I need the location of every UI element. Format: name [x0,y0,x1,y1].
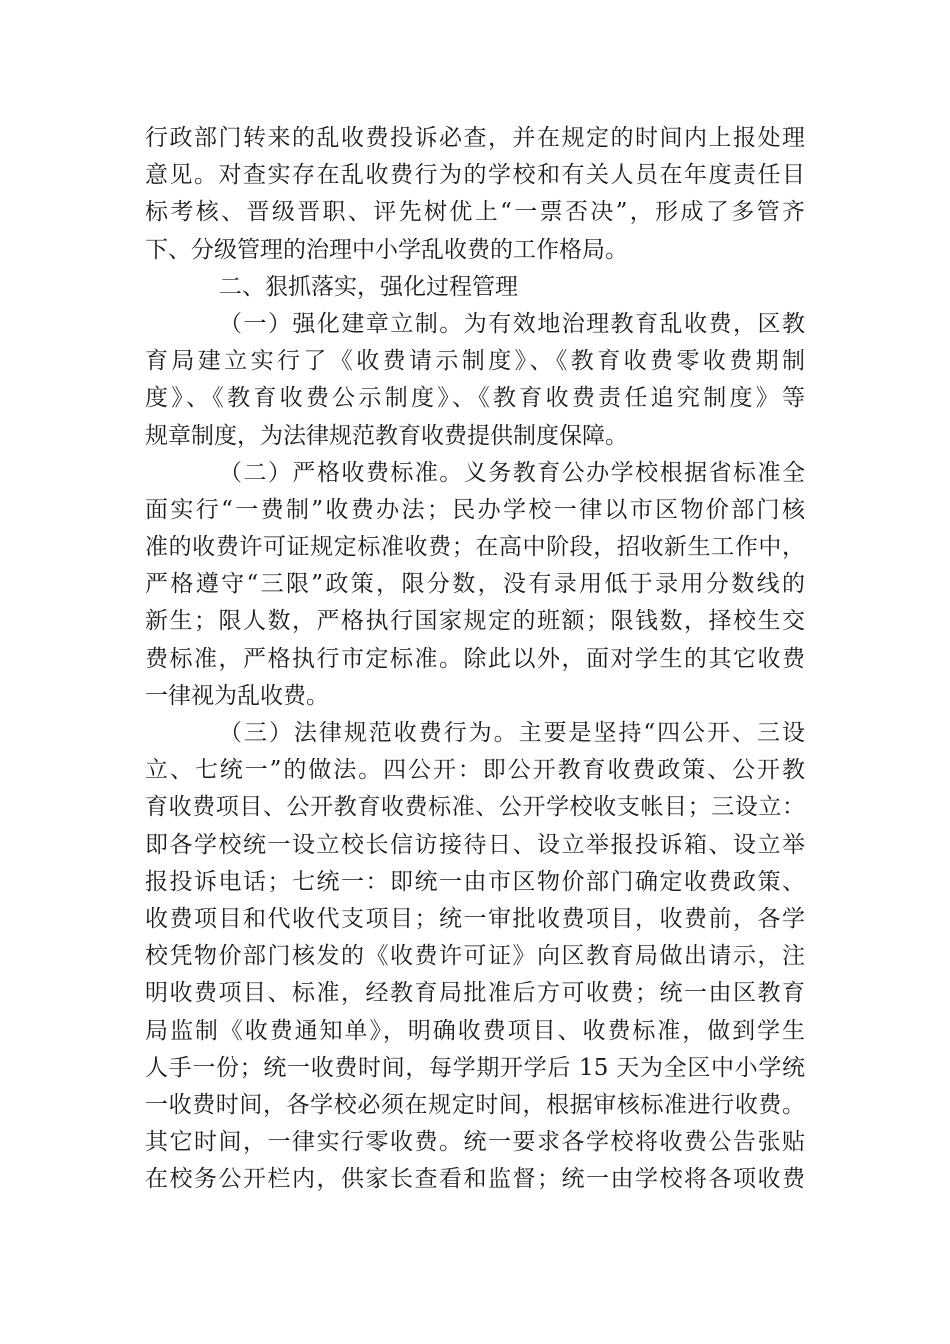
text-line-16: 一律视为乱收费。 [145,682,329,709]
text-line-28: 其它时间，一律实行零收费。统一要求各学校将收费公告张贴 [145,1129,805,1156]
text-line-10: （二）严格收费标准。义务教育公办学校根据省标准全 [219,459,805,486]
text-line-27: 一收费时间，各学校必须在规定时间，根据审核标准进行收费。 [145,1091,805,1118]
text-line-14: 新生；限人数，严格执行国家规定的班额；限钱数，择校生交 [145,608,805,635]
text-line-22: 收费项目和代收代支项目；统一审批收费项目，收费前，各学 [145,905,805,932]
text-line-11: 面实行“一费制”收费办法；民办学校一律以市区物价部门核 [145,496,805,523]
text-line-19: 育收费项目、公开教育收费标准、公开学校收支帐目；三设立： [145,794,805,821]
text-line-15: 费标准，严格执行市定标准。除此以外，面对学生的其它收费 [145,645,805,672]
text-line-3: 标考核、晋级晋职、评先树优上“一票否决”，形成了多管齐 [145,199,805,226]
text-line-8: 度》、《教育收费公示制度》、《教育收费责任追究制度》等 [145,385,805,412]
body-text [145,120,805,1198]
text-line-29: 在校务公开栏内，供家长查看和监督；统一由学校将各项收费 [145,1166,805,1193]
text-line-9: 规章制度，为法律规范教育收费提供制度保障。 [145,422,628,449]
text-line-17: （三）法律规范收费行为。主要是坚持“四公开、三设 [219,720,805,746]
section-heading-2: 二、狠抓落实，强化过程管理 [219,273,518,300]
text-line-18: 立、七统一”的做法。四公开：即公开教育收费政策、公开教 [145,757,805,784]
text-line-23: 校凭物价部门核发的《收费许可证》向区教育局做出请示，注 [145,943,805,970]
text-line-2: 意见。对查实存在乱收费行为的学校和有关人员在年度责任目 [145,162,805,189]
text-line-25: 局监制《收费通知单》，明确收费项目、收费标准，做到学生 [145,1017,805,1044]
text-line-1: 行政部门转来的乱收费投诉必查，并在规定的时间内上报处理 [145,125,805,151]
text-line-4: 下、分级管理的治理中小学乱收费的工作格局。 [145,236,628,263]
text-line-13: 严格遵守“三限”政策，限分数，没有录用低于录用分数线的 [145,571,805,598]
text-line-20: 即各学校统一设立校长信访接待日、设立举报投诉箱、设立举 [145,831,805,858]
text-line-12: 准的收费许可证规定标准收费；在高中阶段，招收新生工作中， [145,534,805,561]
text-line-24: 明收费项目、标准，经教育局批准后方可收费；统一由区教育 [145,980,805,1007]
text-line-7: 育局建立实行了《收费请示制度》、《教育收费零收费期制 [145,348,805,375]
text-line-6: （一）强化建章立制。为有效地治理教育乱收费，区教 [219,310,805,337]
text-line-26: 人手一份；统一收费时间，每学期开学后 15 天为全区中小学统 [145,1054,805,1081]
text-line-21: 报投诉电话；七统一：即统一由市区物价部门确定收费政策、 [145,868,805,895]
